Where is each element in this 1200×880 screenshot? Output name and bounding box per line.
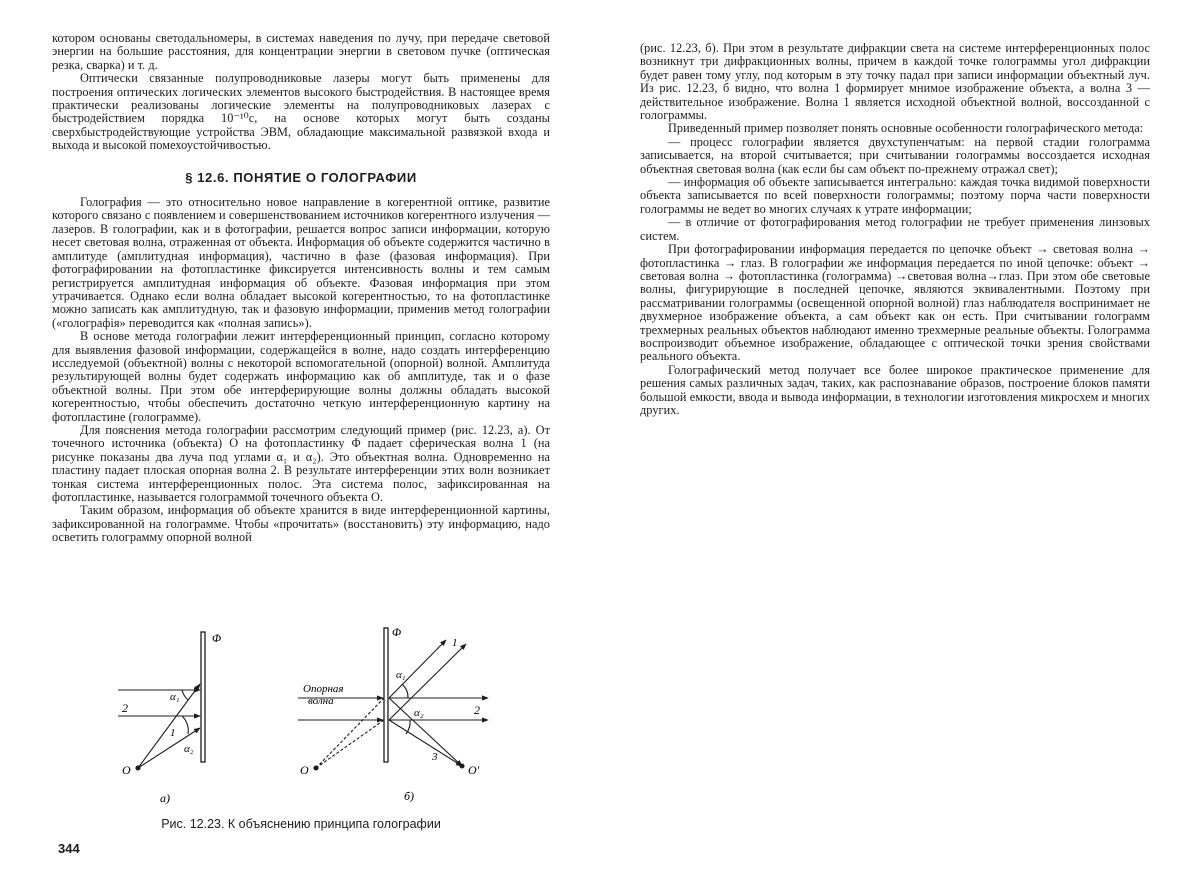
angle-label: α₁	[170, 691, 180, 703]
angle-arc	[182, 690, 188, 700]
diffracted-ray	[389, 720, 462, 766]
paragraph: Голографический метод получает все более широкое практическое применение для решения самых различных задач, таких, как распознавание образов, построение блоков памяти большой емкости, ввода и вывода информации, в технологии изготовления микросхем и многих других.	[640, 362, 1150, 417]
angle-arc	[402, 684, 408, 698]
section-heading: § 12.6. ПОНЯТИЕ О ГОЛОГРАФИИ	[185, 169, 417, 185]
paragraph: котором основаны светодальномеры, в системах наведения по лучу, при передаче световой энергии на большие расстояния, для концентрации энергии в световом пучке (оптическая резка, сварка) и т. д.	[52, 31, 550, 72]
plate-label: Φ	[392, 625, 402, 639]
list-item: — информация об объекте записывается интегрально: каждая точка видимой поверхности объекта записывается по всей поверхности голограммы; поэтому порча части поверхности голограммы не ведет во многих случаях к утрате информации;	[640, 175, 1150, 216]
paragraph: Приведенный пример позволяет понять основные особенности голографического метода:	[668, 121, 1144, 136]
wave-label: 2	[122, 701, 128, 715]
source-label: O	[122, 763, 131, 777]
wave-label: 2	[474, 703, 480, 717]
plate-label: Φ	[212, 631, 222, 645]
paragraph: В основе метода голографии лежит интерференционный принцип, согласно которому для выявления фазовой информации, содержащейся в волне, надо создать интерференцию исследуемой (объектной) волны с некоторой вспомогательной (опорной) волной. Амплитуда результирующей волны будет содержать информацию как об амплитуде, так и о фазе объектной волны. При этом обе интерферирующие волны должны обладать высокой когерентностью, чтобы обеспечить достаточно четкую интерференционную картину на фотопластине (голограмме).	[52, 329, 550, 424]
angle-label: α₂	[184, 743, 194, 755]
paragraph: Голография — это относительно новое направление в когерентной оптике, развитие которого связано с появлением и совершенствованием источников когерентного излучения — лазеров. В голографии, как и в фотографии, решается вопрос записи информации, которую несет световая волна, отраженная от объекта. Информация об объекте содержится частично в амплитуде (амплитудная информация), частично в фазе (фазовая информация). При фотографировании на фотопластинке фиксируется интенсивность волны и тем самым регистрируется амплитудная информация об объекте. Фазовая информация при этом утрачивается. Однако если волна обладает высокой когерентностью, то на фотопластинке можно записать как амплитудную, так и фазовую информации, применив метод голографии («голографія» переводится как «полная запись»).	[52, 195, 550, 330]
list-item: — в отличие от фотографирования метод голографии не требует применения линзовых систем.	[640, 215, 1150, 243]
source-point	[136, 766, 140, 770]
angle-label: α₁	[396, 669, 406, 681]
wave-label: 3	[432, 751, 438, 763]
angle-arc	[406, 720, 410, 734]
photoplate-a	[201, 632, 205, 762]
subfigure-label: б)	[404, 789, 415, 803]
virtual-ray	[316, 720, 384, 768]
reference-wave-label: волна	[308, 695, 334, 707]
image-label: O'	[468, 763, 480, 777]
subfigure-label: а)	[160, 791, 170, 805]
list-item: — процесс голографии является двухступенчатым: на первой стадии голограмма записывается, на второй считывается; при считывании голограммы воссоздается исходная объектная световая волна (как если бы сам объект по-прежнему отражал свет);	[640, 134, 1150, 176]
image-point	[460, 764, 464, 768]
paragraph: (рис. 12.23, б). При этом в результате дифракции света на системе интерференционных полос возникнут три дифракционных волны, причем в каждой точке голограммы угол дифракции будет равен тому углу, под которым в эту точку падал при записи информации объектный луч. Из рис. 12.23, б видно, что волна 1 формирует мнимое изображение объекта, а волна 3 — действительное изображение. Волна 1 является исходной объектной волной, воссозданной с голограммы.	[640, 41, 1150, 123]
paragraph: Оптически связанные полупроводниковые лазеры могут быть применены для построения оптических логических элементов высокого быстродействия. В настоящее время практически реализованы логические элементы на полупроводниковых лазерах с быстродействием порядка 10⁻¹⁰с, на основе которых могут быть созданы сверхбыстродействующие устройства ЭВМ, обладающие максимальной развязкой входа и выхода и высокой помехоустойчивостью.	[52, 71, 550, 153]
source-label: O	[300, 763, 309, 777]
wave-label: 1	[452, 637, 458, 649]
page-number: 344	[58, 841, 80, 856]
holography-figure	[108, 624, 498, 814]
angle-label: α₂	[414, 707, 424, 719]
paragraph: При фотографировании информация передается по цепочке объект → световая волна → фотопластинка → глаз. В голографии же информация передается по иной цепочке: объект → световая волна → фотопластинка (голограмма) →световая волна→глаз. При этом обе световые волны, фигурирующие в последней цепочке, являются эквивалентными. Поэтому при рассматривании голограммы (освещенной опорной волной) глаз наблюдателя воспринимает не двухмерное изображение объекта, а сам объект как он есть. При считывании голограмм трехмерных реальных объектов наблюдают именно трехмерные реальные объекты. Голограмма воспроизводит объемное изображение, обладающее с оптической точки зрения свойствами реального объекта.	[640, 242, 1150, 364]
right-column	[640, 42, 1150, 417]
paragraph: Таким образом, информация об объекте хранится в виде интерференционной картины, зафиксированной на голограмме. Чтобы «прочитать» (восстановить) эту информацию, надо осветить голограмму опорной волной	[52, 503, 550, 545]
diffracted-ray	[389, 698, 462, 766]
reference-wave-label: Опорная	[303, 683, 344, 695]
source-point	[314, 766, 318, 770]
virtual-ray	[316, 698, 384, 768]
paragraph: Для пояснения метода голографии рассмотрим следующий пример (рис. 12.23, а). От точечного источника (объекта) O на фотопластинку Φ падает сферическая волна 1 (на рисунке показаны два луча под углами α₁ и α₂). Это объектная волна. Одновременно на пластину падает плоская опорная волна 2. В результате интерференции этих волн возникает тонкая система интерференционных полос. Эта система полос, зафиксированная на фотопластинке, называется голограммой точечного объекта O.	[52, 422, 550, 504]
figure-caption: Рис. 12.23. К объяснению принципа голографии	[161, 817, 441, 831]
left-column	[52, 32, 550, 545]
wave-label: 1	[170, 727, 176, 739]
angle-arc	[182, 716, 188, 734]
photoplate-b	[384, 628, 388, 762]
object-ray	[138, 684, 200, 768]
